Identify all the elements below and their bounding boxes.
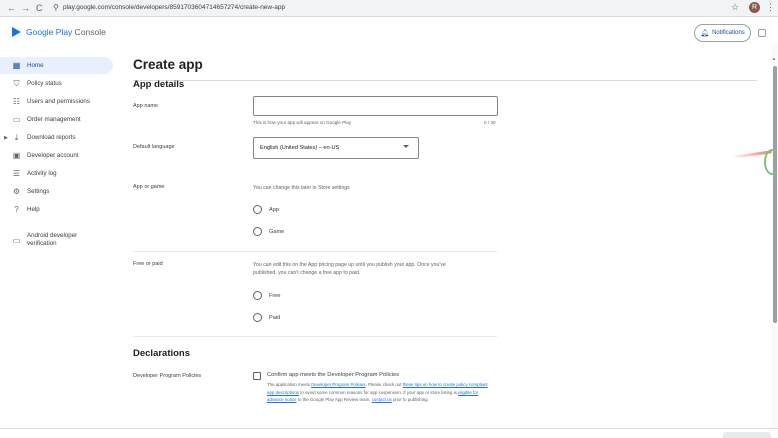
radio-button[interactable] (253, 291, 262, 300)
sidebar-item-label: Users and permissions (27, 98, 90, 105)
sidebar-item-developer-account[interactable] (0, 147, 113, 164)
free-radio-option[interactable] (253, 291, 281, 300)
confirm-policies-label[interactable]: Confirm app meets the Developer Program Policies (267, 372, 400, 378)
sidebar-item-activity-log[interactable] (0, 165, 113, 182)
policy-tips-link[interactable]: these tips on how to create policy compliant app descriptions (267, 382, 488, 395)
game-radio-option[interactable] (253, 227, 284, 236)
sidebar-item-users-and-permissions[interactable] (0, 93, 113, 110)
paid-radio-option[interactable] (253, 313, 280, 322)
default-language-value: English (United States) – en-US (260, 145, 340, 151)
radio-label: Free (269, 292, 281, 299)
google-play-console-logo[interactable] (12, 27, 106, 37)
cancel-button[interactable] (697, 433, 715, 438)
expand-caret-icon[interactable]: ▶ (4, 134, 8, 141)
radio-button[interactable] (253, 227, 262, 236)
bottom-action-bar (0, 428, 778, 438)
sidebar-item-label: Home (27, 62, 44, 69)
shield-icon: ⛉ (13, 78, 20, 88)
address-bar[interactable]: play.google.com/console/developers/8591703604714657274/create-new-app (63, 4, 286, 11)
bookmark-star-icon[interactable]: ☆ (731, 2, 740, 12)
developer-program-policies-label: Developer Program Policies (133, 373, 202, 379)
help-icon: ? (14, 205, 19, 214)
free-or-paid-hint-line-1: You can edit this on the App pricing page up until you publish your app. Once you've (253, 262, 446, 268)
developer-program-policies-link[interactable]: Developer Program Policies (311, 382, 366, 387)
radio-label: Game (269, 228, 285, 235)
free-or-paid-label: Free or paid (133, 261, 163, 267)
sidebar-item-home[interactable] (0, 57, 113, 74)
scrollbar-thumb[interactable] (773, 66, 777, 323)
gear-icon: ⚙ (12, 187, 21, 196)
sidebar-item-label: Settings (27, 188, 50, 195)
site-info-icon[interactable]: ⚲ (53, 3, 59, 12)
forward-icon[interactable]: → (21, 3, 30, 13)
policy-description: The application meets Developer Program Policies. Please check out these tips on how to create policy compliant app descriptions to avoid some common reasons for app suspension. If your app or store listing is eligible for advance notice to the Google Play App Review team, contact us prior to publishing. (267, 382, 488, 403)
reload-icon[interactable]: C (36, 3, 43, 13)
sidebar-item-order-management[interactable] (0, 111, 113, 128)
radio-button[interactable] (253, 313, 262, 322)
default-language-select[interactable] (253, 137, 419, 159)
profile-avatar[interactable]: R (749, 2, 760, 13)
sidebar-item-download-reports[interactable] (0, 129, 113, 146)
create-app-button[interactable] (723, 432, 771, 438)
sidebar-item-label: Download reports (27, 134, 76, 141)
app-or-game-hint: You can change this later in Store settings (253, 185, 350, 191)
log-icon: ☰ (12, 169, 21, 178)
default-language-label: Default language (133, 144, 175, 150)
cursor-highlight (764, 149, 778, 175)
sidebar-item-label: Policy status (27, 80, 62, 87)
play-logo-icon (12, 27, 21, 37)
logo-text: Google Play Console (26, 27, 106, 37)
account-icon: ▣ (12, 151, 21, 160)
app-name-counter: 0 / 30 (484, 120, 496, 125)
bell-icon: 🔔︎ (700, 30, 710, 37)
divider (133, 336, 497, 337)
scroll-up-arrow-icon[interactable]: ▲ (772, 56, 776, 61)
sidebar-item-label: Activity log (27, 170, 57, 177)
sidebar-item-help[interactable] (0, 201, 113, 218)
verification-icon: ▭ (12, 236, 21, 245)
app-radio-option[interactable] (253, 205, 279, 214)
sidebar-item-label: Android developer verification (27, 232, 78, 247)
notifications-button[interactable] (694, 24, 751, 42)
browser-toolbar (0, 0, 778, 17)
download-icon: ⤓ (14, 132, 19, 142)
sidebar-item-settings[interactable] (0, 183, 113, 200)
radio-label: Paid (269, 314, 281, 321)
page-title: Create app (133, 57, 203, 72)
app-name-label: App name (133, 103, 159, 109)
declarations-heading: Declarations (133, 348, 191, 359)
sidebar-item-label: Help (27, 206, 40, 213)
app-name-input[interactable] (253, 96, 498, 116)
app-name-hint: This is how your app will appear on Google Play (253, 120, 352, 125)
users-icon: ☷ (12, 97, 21, 106)
browser-menu-icon[interactable]: ⋮ (766, 2, 775, 12)
sidebar-item-android-developer-verification[interactable] (0, 230, 113, 252)
grid-icon: ▦ (12, 61, 21, 70)
sidebar-item-label: Order management (27, 116, 81, 123)
radio-label: App (269, 206, 279, 213)
notifications-label: Notifications (712, 30, 745, 36)
divider (133, 80, 757, 81)
back-icon[interactable]: ← (7, 3, 16, 13)
sidebar-item-label: Developer account (27, 152, 79, 159)
radio-button[interactable] (253, 205, 262, 214)
sidebar-item-policy-status[interactable] (0, 75, 113, 92)
advance-notice-link[interactable]: eligible for advance notice (267, 389, 479, 403)
dropdown-arrow-icon (403, 145, 409, 148)
app-or-game-label: App or game (133, 184, 165, 190)
divider (133, 251, 497, 252)
free-or-paid-hint-line-2: published, you can't change a free app to paid. (253, 270, 361, 276)
app-switcher-icon[interactable] (758, 29, 766, 37)
card-icon: ▭ (12, 115, 21, 124)
app-details-heading: App details (133, 79, 185, 90)
contact-us-link[interactable]: contact us (371, 397, 392, 403)
confirm-policies-checkbox[interactable] (253, 372, 261, 380)
